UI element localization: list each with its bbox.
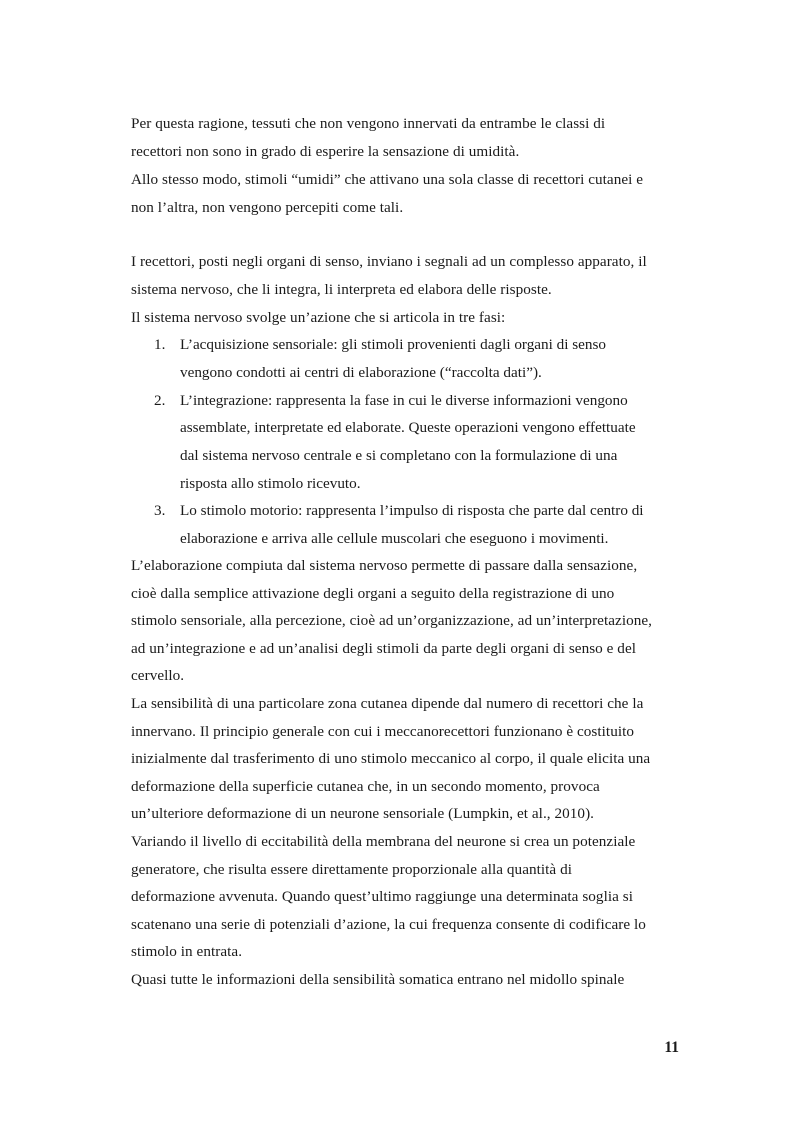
text-line: innervano. Il principio generale con cui i meccanorecettori funzionano è costituito [131,723,635,740]
list-text-line: L’integrazione: rappresenta la fase in cui le diverse informazioni vengono [180,392,628,409]
text-line: non l’altra, non vengono percepiti come tali. [131,199,404,216]
text-line: generatore, che risulta essere direttamente proporzionale alla quantità di [131,861,572,878]
text-line: inizialmente dal trasferimento di uno stimolo meccanico al corpo, il quale elicita una [131,750,651,767]
text-line: Per questa ragione, tessuti che non vengono innervati da entrambe le classi di [131,115,606,132]
list-text-line: risposta allo stimolo ricevuto. [180,475,361,492]
text-line: sistema nervoso, che li integra, li interpreta ed elabora delle risposte. [131,281,552,298]
page-number: 11 [664,1039,679,1056]
text-line: L’elaborazione compiuta dal sistema nervoso permette di passare dalla sensazione, [131,557,638,574]
list-text-line: Lo stimolo motorio: rappresenta l’impulso di risposta che parte dal centro di [180,502,644,519]
list-text-line: L’acquisizione sensoriale: gli stimoli provenienti dagli organi di senso [180,336,607,353]
text-line: cioè dalla semplice attivazione degli organi a seguito della registrazione di uno [131,585,615,602]
list-text-line: elaborazione e arriva alle cellule muscolari che eseguono i movimenti. [180,530,609,547]
text-line: Allo stesso modo, stimoli “umidi” che attivano una sola classe di recettori cutanei e [131,171,644,188]
text-line: deformazione della superficie cutanea che, in un secondo momento, provoca [131,778,600,795]
text-line: Quasi tutte le informazioni della sensibilità somatica entrano nel midollo spinale [131,971,625,988]
list-text-line: assemblate, interpretate ed elaborate. Queste operazioni vengono effettuate [180,419,636,436]
list-number: 2. [154,392,166,409]
list-number: 1. [154,336,166,353]
text-line: recettori non sono in grado di esperire la sensazione di umidità. [131,143,520,160]
list-text-line: vengono condotti ai centri di elaborazione (“raccolta dati”). [180,364,542,381]
text-line: un’ulteriore deformazione di un neurone sensoriale (Lumpkin, et al., 2010). [131,805,595,822]
list-number: 3. [154,502,166,519]
list-text-line: dal sistema nervoso centrale e si completano con la formulazione di una [180,447,618,464]
text-line: deformazione avvenuta. Quando quest’ultimo raggiunge una determinata soglia si [131,888,633,905]
text-line: stimolo sensoriale, alla percezione, cioè ad un’organizzazione, ad un’interpretazione, [131,612,653,629]
text-line: scatenano una serie di potenziali d’azione, la cui frequenza consente di codificare lo [131,916,646,933]
text-line: La sensibilità di una particolare zona cutanea dipende dal numero di recettori che la [131,695,644,712]
text-line: cervello. [131,667,185,684]
text-line: ad un’integrazione e ad un’analisi degli stimoli da parte degli organi di senso e del [131,640,637,657]
text-line: Variando il livello di eccitabilità della membrana del neurone si crea un potenziale [131,833,636,850]
text-line: stimolo in entrata. [131,943,243,960]
text-line: I recettori, posti negli organi di senso, inviano i segnali ad un complesso apparato, il [131,253,647,270]
text-line: Il sistema nervoso svolge un’azione che si articola in tre fasi: [131,309,506,326]
